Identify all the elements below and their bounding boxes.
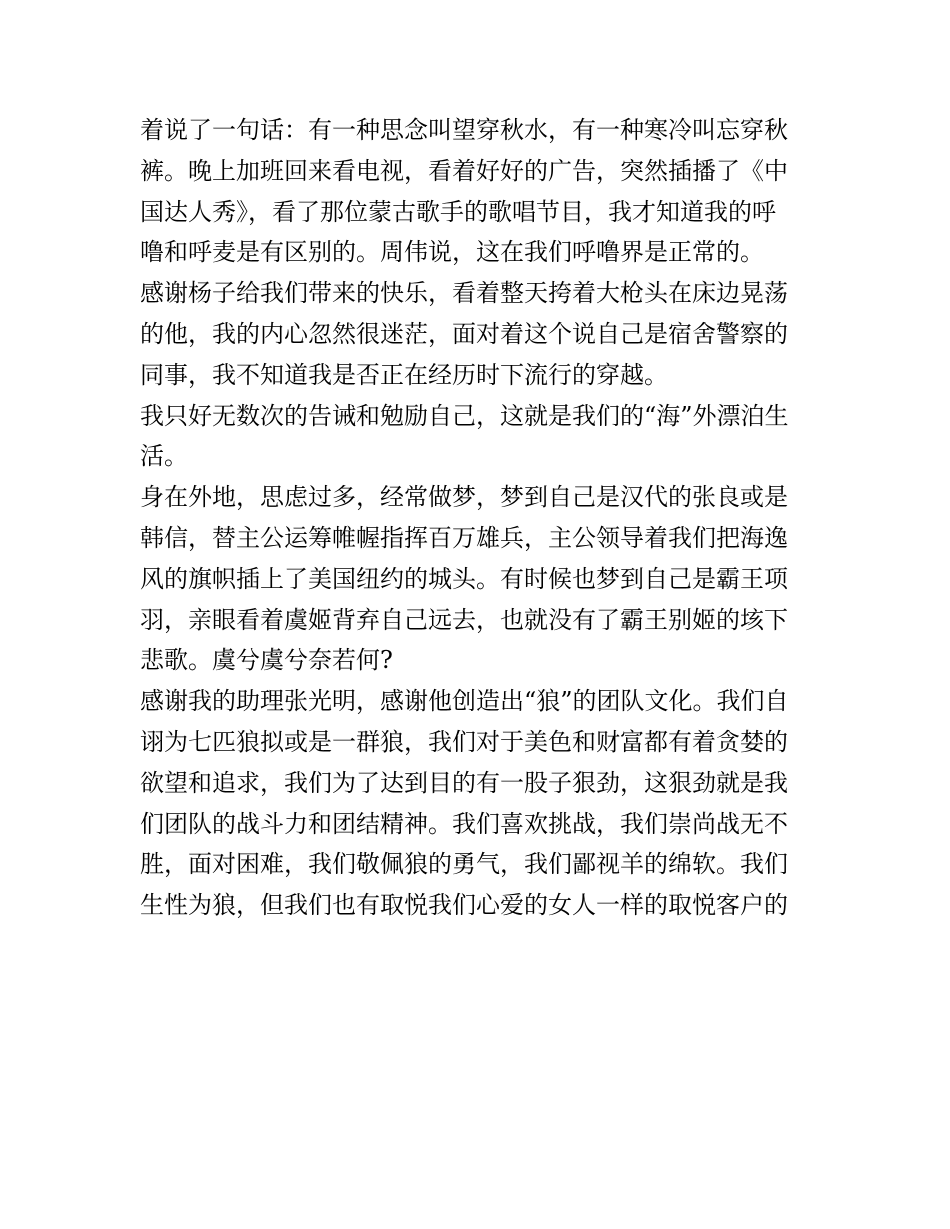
- text-line: 着说了一句话：有一种思念叫望穿秋水，有一种寒冷叫忘穿秋: [140, 116, 788, 144]
- document-body: [140, 110, 815, 926]
- text-line: 欲望和追求，我们为了达到目的有一股子狠劲，这狠劲就是我: [140, 768, 788, 797]
- text-line: 韩信，替主公运筹帷幄指挥百万雄兵，主公领导着我们把海逸: [140, 523, 788, 552]
- text-line: 活。: [140, 442, 188, 471]
- text-line: 胜，面对困难，我们敬佩狼的勇气，我们鄙视羊的绵软。我们: [140, 850, 788, 879]
- text-line: 国达人秀》，看了那位蒙古歌手的歌唱节目，我才知道我的呼: [140, 197, 776, 226]
- text-line: 们团队的战斗力和团结精神。我们喜欢挑战，我们崇尚战无不: [140, 809, 788, 838]
- text-line: 噜和呼麦是有区别的。周伟说，这在我们呼噜界是正常的。: [140, 238, 764, 267]
- text-line: 生性为狼，但我们也有取悦我们心爱的女人一样的取悦客户的: [140, 891, 788, 920]
- text-line: 诩为七匹狼拟或是一群狼，我们对于美色和财富都有着贪婪的: [140, 727, 788, 756]
- text-line: 我只好无数次的告诫和勉励自己，这就是我们的“海”外漂泊生: [140, 401, 789, 430]
- text-line: 同事，我不知道我是否正在经历时下流行的穿越。: [140, 360, 668, 389]
- text-line: 羽，亲眼看着虞姬背弃自己远去，也就没有了霸王别姬的垓下: [140, 605, 788, 634]
- text-line: 感谢我的助理张光明，感谢他创造出“狼”的团队文化。我们自: [140, 687, 789, 716]
- text-line: 风的旗帜插上了美国纽约的城头。有时候也梦到自己是霸王项: [140, 564, 788, 593]
- text-line: 的他，我的内心忽然很迷茫，面对着这个说自己是宿舍警察的: [140, 319, 788, 348]
- text-line: 感谢杨子给我们带来的快乐，看着整天挎着大枪头在床边晃荡: [140, 279, 788, 308]
- text-line: 身在外地，思虑过多，经常做梦，梦到自己是汉代的张良或是: [140, 483, 788, 512]
- text-line: 裤。晚上加班回来看电视，看着好好的广告，突然插播了《中: [140, 156, 788, 185]
- text-line: 悲歌。虞兮虞兮奈若何?: [140, 646, 393, 675]
